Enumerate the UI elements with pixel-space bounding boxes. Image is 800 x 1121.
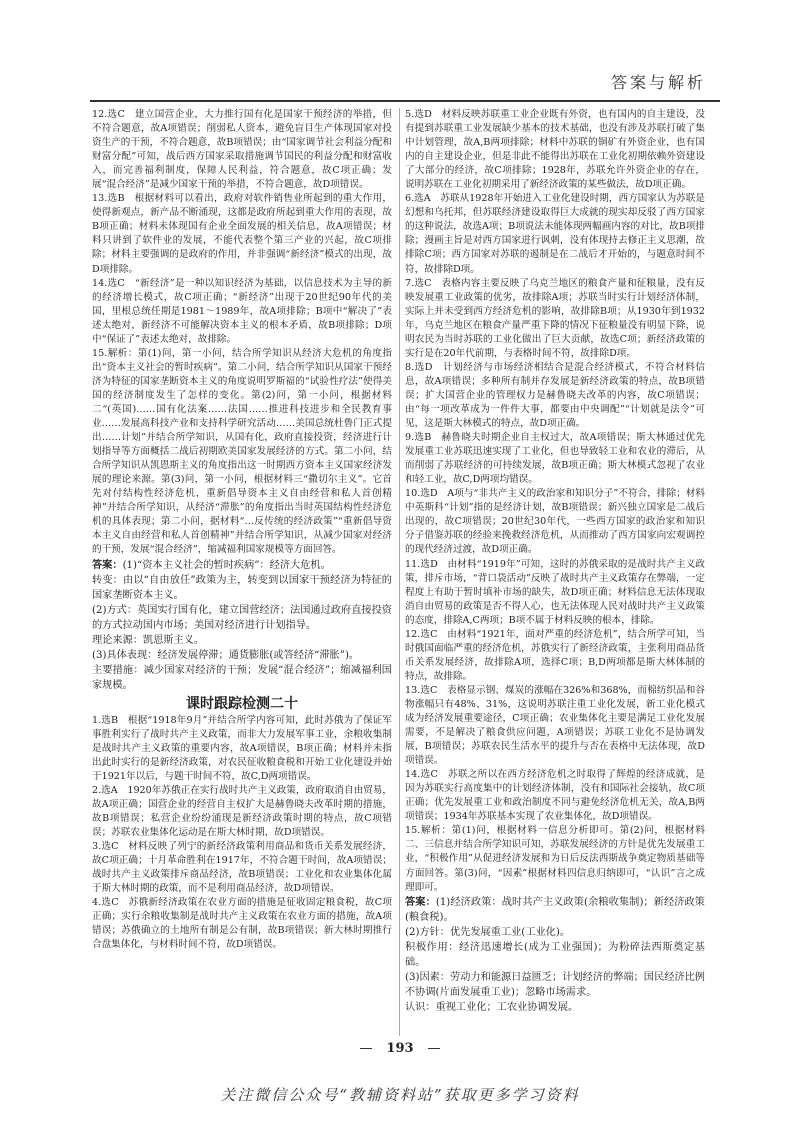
list-item: 10.选D A项与“非共产主义的政治家和知识分子”不符合，排除；材料中英斯科“计划”指的是经济计划，故B项错误；新兴独立国家是二战后出现的，故C项错误；20世纪30年代，一些西方国家的政治家和知识分子借鉴苏联的经验来挽救经济危机，从而推动了西方国家向宏观调控的现代经济过渡，故D项正确。: [405, 488, 705, 556]
list-item: 11.选D 由材料“1919年”可知，这时的苏俄采取的是战时共产主义政策，排斥市场，“背口袋活动”反映了战时共产主义政策存在弊端，一定程度上有助于暂时填补市场的缺失，故D项正确；材料信息无法体现取消自由贸易的政策是否不得人心，也无法体现人民对战时共产主义政策的态度，排除A,C两项；B项不属于材料反映的根本，排除。: [405, 558, 705, 626]
answer-text: (1)“资本主义社会的暂时疾病”：经济大危机。: [122, 559, 331, 571]
list-item: 15.解析：第(1)问，第一小问，结合所学知识从经济大危机的角度指出“资本主义社会的暂时疾病”。第二小问，结合所学知识从国家干预经济为特征的国家垄断资本主义的角度说明罗斯福的“试验性疗法”使得美国的经济制度发生了怎样的变化。第(2)问，第一小问，根据材料二“(英国)……国有化法案……法国……推进科技进步和全民教育事业……发展高科技产业和支持科学研究活动……美国总统杜鲁门正式提出……计划”并结合所学知识，从国有化，政府直接投资，经济进行计划指导等方面概括二战后初期欧美国家发展经济的方式。第二小问，结合所学知识从凯恩斯主义的角度指出这一时期西方资本主义国家经济发展的理论来源。第(3)问，第一小问，根据材料三“撒切尔主义”。它首先对付结构性经济危机，重新倡导资本主义自由经营和私人首创精神”并结合所学知识，从经济“滞胀”的角度指出当时英国结构性经济危机的具体表现；第二小问，据材料“…反传统的经济政策”“重新倡导资本主义自由经营和私人首创精神”并结合所学知识，从减少国家对经济的干预，发展“混合经济”，缩减福利国家规模等方面回答。: [92, 347, 392, 556]
page-number-text: 193: [386, 1041, 414, 1056]
list-item: 6.选A 苏联从1928年开始进入工业化建设时期，西方国家认为苏联是幻想和乌托邦，但苏联经济建设取得巨大成就的现实却反驳了西方国家的这种说法，故选A项；B项说法未能体现两幅画内容的对比，故B项排除；漫画主旨是对西方国家进行讽刺，没有体现持去修正主义思潮，故排除C项；西方国家对苏联的遏制是在二战后才开始的，与题意时间不符，故排除D项。: [405, 193, 705, 275]
list-item: 12.选C 建立国营企业，大力推行国有化是国家干预经济的举措，但不符合题意，故A项错误；削弱私人资本，避免盲目生产体现国家对投资生产的干预，不符合题意，故B项错误；由“国家调节社会利益分配和财富分配”可知，战后西方国家采取措施调节国民的利益分配和财富收入，而完善福利制度，保障人民利益，符合题意，故C项正确；发展“混合经济”是减少国家干预的举措，不符合题意，故D项错误。: [92, 109, 392, 191]
answer-label: 答案：: [92, 558, 123, 571]
list-item: 8.选D 计划经济与市场经济相结合是混合经济模式，不符合材料信息，故A项错误；多种所有制并存发展是新经济政策的特点，故B项错误；扩大国营企业的管理权力是赫鲁晓夫改革的内容，故C项错误；由“每一项改革成为一件件大事，都要由中央调配”“计划就是法令”可见，这是斯大林模式的特点，故D项正确。: [405, 361, 705, 430]
answer-text: (2)方针：优先发展重工业(工业化)。: [405, 926, 571, 938]
answer-text: 理论来源：凯恩斯主义。: [92, 634, 205, 646]
answer-line: [405, 1000, 705, 1015]
page-number: [0, 1041, 800, 1056]
answer-text: 认识：重视工业化；工农业协调发展。: [405, 1001, 579, 1013]
column-divider: [399, 108, 400, 1036]
answer-line: [405, 940, 705, 970]
answer-line: [92, 663, 392, 693]
answer-line: [405, 925, 705, 940]
list-item: 14.选C 苏联之所以在西方经济危机之时取得了辉煌的经济成就，是因为苏联实行高度集中的计划经济体制，没有和国际社会接轨，故C项正确；优先发展重工业和政治制度不同与避免经济危机无关，故A,B两项错误；1934年苏联基本实现了农业集体化，故D项错误。: [405, 769, 705, 823]
right-column: [405, 108, 705, 1015]
list-item: 7.选C 表格内容主要反映了乌克兰地区的粮食产量和征粮量，没有反映发展重工业政策的优劣，故排除A项；苏联当时实行计划经济体制，实际上并未受到西方经济危机的影响，故排除B项；从1930年到1932年，乌克兰地区在粮食产量严重下降的情况下征粮量没有明显下降，说明农民为当时苏联的工业化做出了巨大贡献，故选C项；新经济政策的实行是在20年代前期，与表格时间不符，故排除D项。: [405, 277, 705, 359]
list-item: 2.选A 1920年苏俄正在实行战时共产主义政策，政府取消自由贸易，故A项正确；国营企业的经营自主权扩大是赫鲁晓夫改革时期的措施，故B项错误；私营企业纷纷涌现是新经济政策时期的特点，故C项错误；苏联农业集体化运动是在斯大林时期，故D项错误。: [92, 784, 392, 838]
answer-text: (1)经济政策：战时共产主义政策(余粮收集制)；新经济政策(粮食税)。: [405, 896, 705, 923]
answer-text: 主要措施：减少国家对经济的干预；发展“混合经济”；缩减福利国家规模。: [92, 664, 392, 691]
answer-line: [92, 633, 392, 648]
section-title: 课时跟踪检测二十: [186, 695, 298, 712]
answer-line: [92, 573, 392, 603]
answer-line: [405, 970, 705, 1000]
list-item: 13.选C 表格显示钢、煤炭的涨幅在326%和368%，而棉纺织品和谷物涨幅只有48%、31%，这说明苏联注重工业化发展，新工业化模式成为经济发展重要途径，C项正确；农业集体化主要是满足工业化发展需要，不是解决了粮食供应问题，A项错误；苏联工业化不是协调发展，B项错误；苏联农民生活水平的提升与否在表格中无法体现，故D项错误。: [405, 684, 705, 767]
answer-text: (3)具体表现：经济发展停滞；通货膨胀(或答经济“滞胀”)。: [92, 649, 360, 661]
list-item: 9.选B 赫鲁晓夫时期企业自主权过大，故A项错误；斯大林通过优先发展重工业苏联迅速实现了工业化，但也导致轻工业和农业的滞后，从而削弱了苏联经济的可持续发展，故B项正确；斯大林模式忽视了农业和轻工业，故C,D两项均错误。: [405, 432, 705, 486]
answer-label: 答案：: [405, 895, 436, 908]
answer-text: 积极作用：经济迅速增长(成为工业强国)；为粉碎法西斯奠定基础。: [405, 941, 705, 968]
list-item: 13.选B 根据材料可以看出，政府对软件销售业所起到的重大作用，使得新观点，新产品不断涌现，这都是政府所起到重大作用的表现，故B项正确；材料未体现国有企业全面发展的相关信息，故A项错误；材料只讲到了软件业的发展，不能代表整个第三产业的兴起，故C项排除；材料主要强调的是政府的作用，并非强调“新经济”模式的出现，故D项排除。: [92, 193, 392, 275]
answer-line: [92, 648, 392, 663]
answer-line: [405, 895, 705, 925]
list-item: 14.选C “新经济”是一种以知识经济为基础，以信息技术为主导的新的经济增长模式，故C项正确；“新经济”出现于20世纪90年代的美国，里根总统任期是1981～1989年，故A项排除；B项中“解决了”表述太绝对，新经济不可能解决资本主义的根本矛盾，故B项排除；D项中“保证了”表述太绝对，故排除。: [92, 277, 392, 345]
answer-text: (2)方式：英国实行国有化，建立国营经济；法国通过政府直接投资的方式拉动国内市场；美国对经济进行计划指导。: [92, 604, 392, 631]
list-item: 3.选C 材料反映了列宁的新经济政策利用商品和货币关系发展经济，故C项正确；十月革命胜利在1917年，不符合题干时间，故A项错误；战时共产主义政策排斥商品经济，故B项错误；工业化和农业集体化属于斯大林时期的政策，而不是利用商品经济，故D项错误。: [92, 840, 392, 895]
list-item: 12.选C 由材料“1921年，面对严重的经济危机”，结合所学可知，当时俄国面临严重的经济危机，苏俄实行了新经济政策，主张利用商品货币关系发展经济，故排除A项，选择C项；B,D两项都是斯大林体制的特点，故排除。: [405, 628, 705, 682]
list-item: 15.解析：第(1)问，根据材料一信息分析即可。第(2)问，根据材料二、三信息并结合所学知识可知，苏联发展经济的方针是优先发展重工业，“积极作用”从促进经济发展和为日后反法西斯战争奠定物质基础等方面回答。第(3)问，“因素”根据材料四信息归纳即可，“认识”言之成理即可。: [405, 825, 705, 893]
answer-line: [92, 558, 392, 573]
header-rule: [90, 100, 720, 102]
left-column: [92, 108, 392, 952]
list-item: 1.选B 根据“1918年9月”并结合所学内容可知，此时苏俄为了保证军事胜利实行了战时共产主义政策，而非大力发展军事工业，余粮收集制是战时共产主义政策的重要内容，故A项错误，B项正确；材料并未指出此时实行的是新经济政策，对农民征收粮食税和开始工业化建设并始于1921年以后，与题干时间不符，故C,D两项错误。: [92, 714, 392, 782]
answer-text: 转变：由以“自由放任”政策为主，转变到以国家干预经济为特征的国家垄断资本主义。: [92, 574, 392, 601]
list-item: 4.选C 苏俄新经济政策在农业方面的措施是征收固定粮食税，故C项正确；实行余粮收集制是战时共产主义政策在农业方面的措施，故A项错误；苏俄确立的土地所有制是公有制，故B项错误；新大林时期推行合盘集体化，与材料时间不符，故D项错误。: [92, 897, 392, 951]
header-title: 答案与解析: [610, 73, 706, 92]
answer-text: (3)因素：劳动力和能源日益匮乏；计划经济的弊端；国民经济比例不协调(片面发展重工业)；忽略市场需求。: [405, 971, 705, 998]
footer-promo: 关注微信公众号“教辅资料站”获取更多学习资料: [220, 1086, 580, 1104]
list-item: 5.选D 材料反映苏联重工业企业既有外资，也有国内的自主建设，没有提到苏联重工业发展缺少基本的技术基础，也没有涉及苏联打破了集中计划管理，故A,B两项排除；材料中苏联的铜矿有外资企业，也有国内的自主建设企业，但是非此不能得出苏联在工业化初期依赖外资建设了大部分的经济，故C项排除；1928年，苏联允许外资企业的存在，说明苏联在工业化初期采用了新经济政策的某些做法，故D项正确。: [405, 109, 705, 191]
answer-line: [92, 603, 392, 633]
